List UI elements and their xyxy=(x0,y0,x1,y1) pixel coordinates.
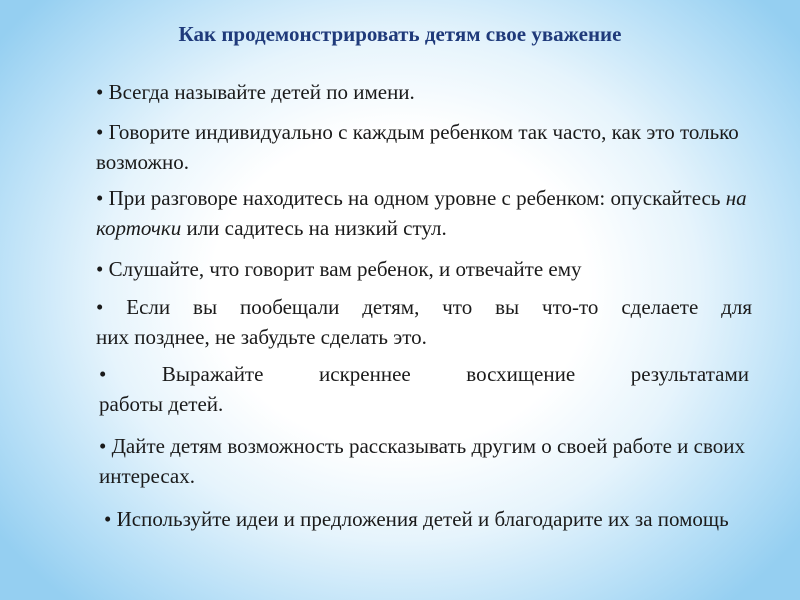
bullet-item-3-text-end: или садитесь на низкий стул. xyxy=(181,216,447,240)
bullet-item-7: • Дайте детям возможность рассказывать другим о своей работе и своих интересах. xyxy=(99,434,745,488)
bullet-item-6-line-1: • Выражайте искреннее восхищение результатами xyxy=(99,362,749,386)
bullet-item-4: • Слушайте, что говорит вам ребенок, и отвечайте ему xyxy=(96,257,582,281)
bullet-item-5-line-2: них позднее, не забудьте сделать это. xyxy=(96,325,427,349)
bullet-item-3-text-start: • При разговоре находитесь на одном уровне с ребенком: опускайтесь xyxy=(96,186,726,210)
slide-title: Как продемонстрировать детям свое уважение xyxy=(178,22,622,46)
bullet-item-5-line-1: • Если вы пообещали детям, что вы что-то сделаете для xyxy=(96,295,752,319)
bullet-item-2: • Говорите индивидуально с каждым ребенком так часто, как это только возможно. xyxy=(96,120,739,174)
bullet-item-6-line-2: работы детей. xyxy=(99,392,224,416)
bullet-item-3 xyxy=(96,183,756,243)
bullet-item-5 xyxy=(96,292,752,352)
bullet-item-6 xyxy=(99,359,749,419)
bullet-item-1: • Всегда называйте детей по имени. xyxy=(96,80,415,104)
bullet-item-8: • Используйте идеи и предложения детей и благодарите их за помощь xyxy=(104,507,729,531)
bullet-item-3-emphasis: на корточки xyxy=(96,186,747,240)
